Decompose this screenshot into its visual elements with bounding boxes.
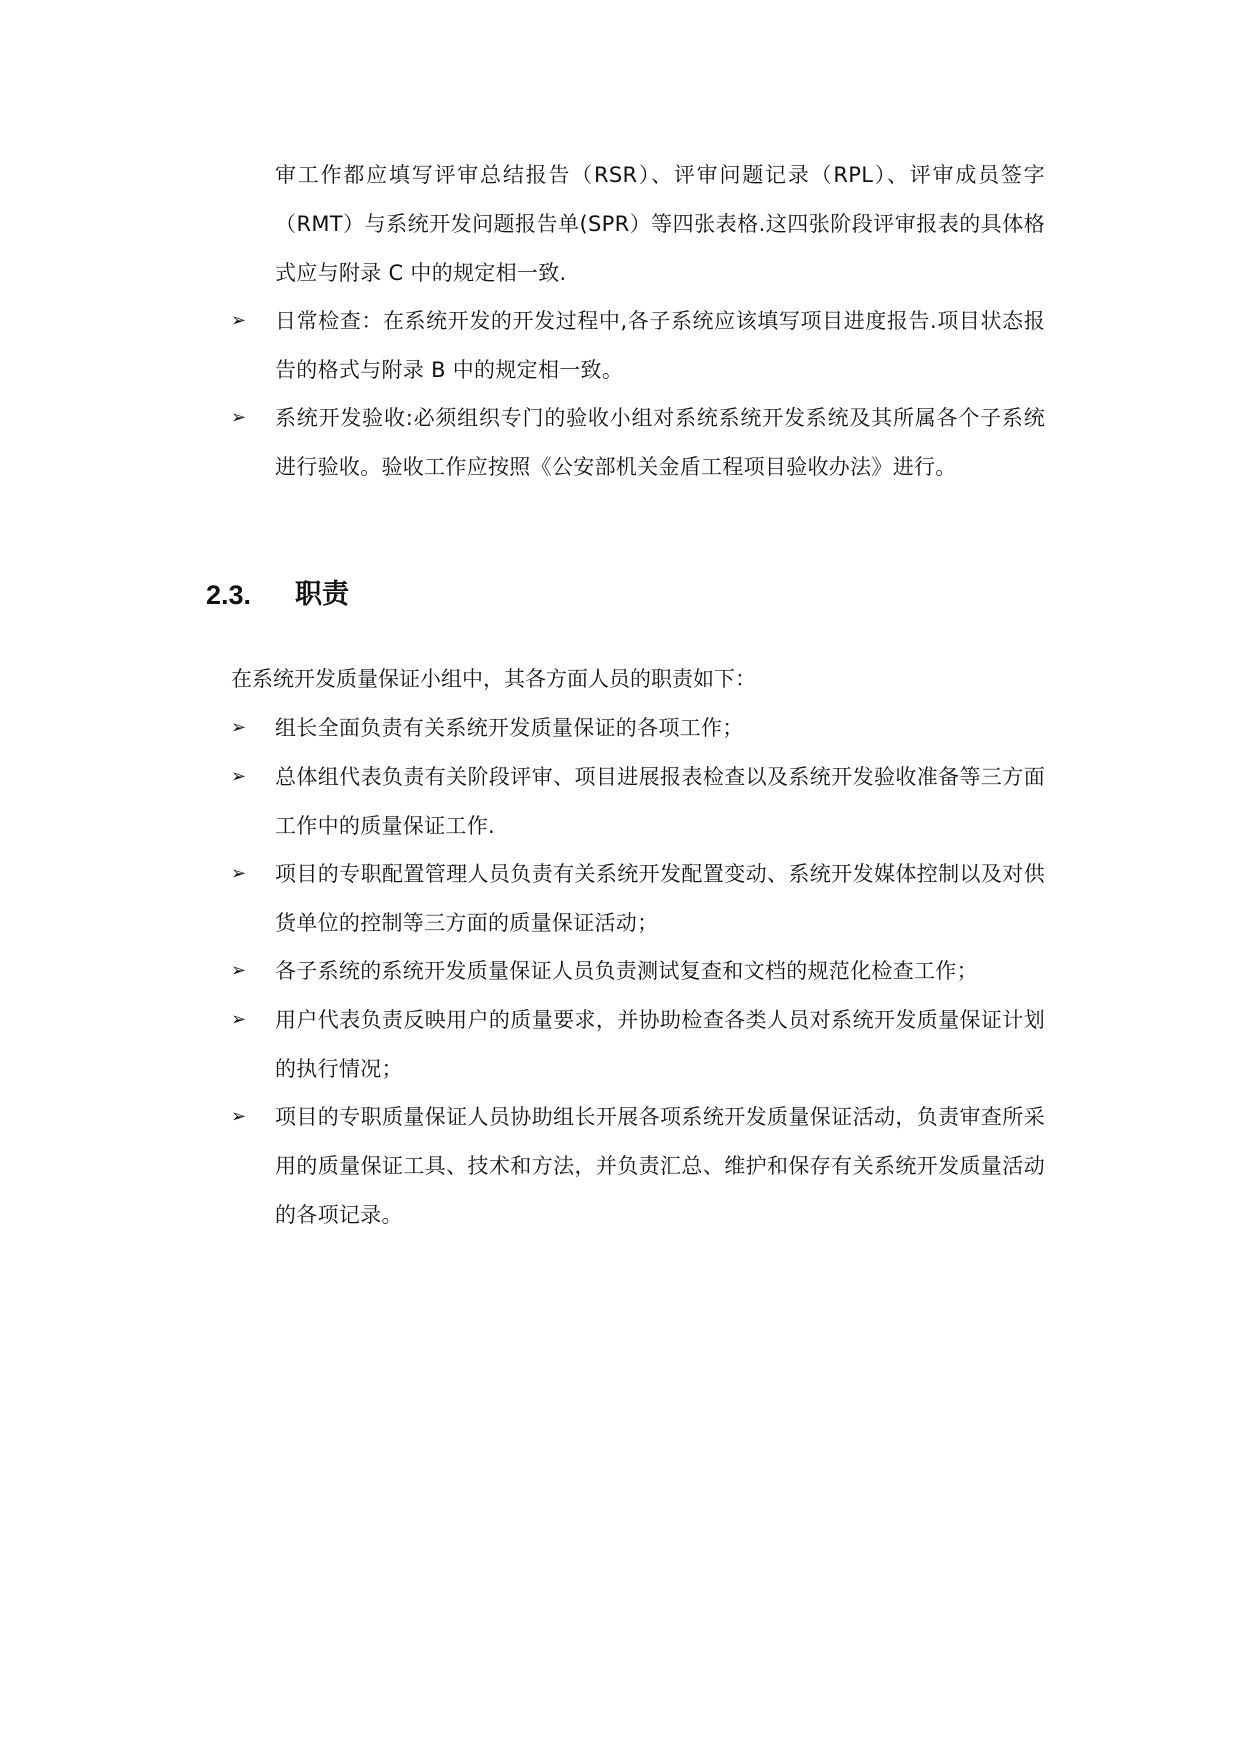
paragraph-line: 审工作都应填写评审总结报告（RSR）、评审问题记录（RPL）、评审成员签字 — [275, 163, 1045, 187]
list-item-line: 项目的专职质量保证人员协助组长开展各项系统开发质量保证活动，负责审查所采 — [275, 1105, 1045, 1129]
arrow-bullet-icon: ➢ — [231, 407, 247, 428]
arrow-bullet-icon: ➢ — [231, 1106, 247, 1127]
arrow-bullet-icon: ➢ — [231, 863, 247, 884]
list-item-line: 项目的专职配置管理人员负责有关系统开发配置变动、系统开发媒体控制以及对供 — [275, 862, 1045, 886]
list-item-line: 进行验收。验收工作应按照《公安部机关金盾工程项目验收办法》进行。 — [275, 455, 957, 479]
list-item-line: 的各项记录。 — [275, 1203, 403, 1227]
list-item-line: 的执行情况； — [275, 1057, 403, 1081]
arrow-bullet-icon: ➢ — [231, 960, 247, 981]
list-item-line: 各子系统的系统开发质量保证人员负责测试复查和文档的规范化检查工作； — [275, 959, 978, 983]
list-item-line: 日常检查：在系统开发的开发过程中,各子系统应该填写项目进度报告.项目状态报 — [275, 309, 1045, 333]
section-title: 职责 — [295, 579, 349, 610]
list-item-line: 用户代表负责反映用户的质量要求，并协助检查各类人员对系统开发质量保证计划 — [275, 1008, 1045, 1032]
paragraph-line: 式应与附录 C 中的规定相一致. — [275, 261, 567, 285]
list-item-line: 系统开发验收:必须组织专门的验收小组对系统系统开发系统及其所属各个子系统 — [275, 406, 1045, 430]
list-item-line: 工作中的质量保证工作. — [275, 814, 495, 838]
list-item-line: 组长全面负责有关系统开发质量保证的各项工作； — [275, 716, 744, 740]
section-number: 2.3. — [206, 580, 252, 610]
list-item-line: 总体组代表负责有关阶段评审、项目进展报表检查以及系统开发验收准备等三方面 — [275, 765, 1045, 789]
section-intro: 在系统开发质量保证小组中，其各方面人员的职责如下： — [231, 667, 756, 691]
arrow-bullet-icon: ➢ — [231, 310, 247, 331]
list-item-line: 告的格式与附录 B 中的规定相一致。 — [275, 358, 624, 382]
list-item-line: 货单位的控制等三方面的质量保证活动； — [275, 911, 659, 935]
arrow-bullet-icon: ➢ — [231, 766, 247, 787]
arrow-bullet-icon: ➢ — [231, 717, 247, 738]
paragraph-line: （RMT）与系统开发问题报告单(SPR）等四张表格.这四张阶段评审报表的具体格 — [275, 212, 1045, 236]
arrow-bullet-icon: ➢ — [231, 1009, 247, 1030]
list-item-line: 用的质量保证工具、技术和方法，并负责汇总、维护和保存有关系统开发质量活动 — [275, 1154, 1045, 1178]
